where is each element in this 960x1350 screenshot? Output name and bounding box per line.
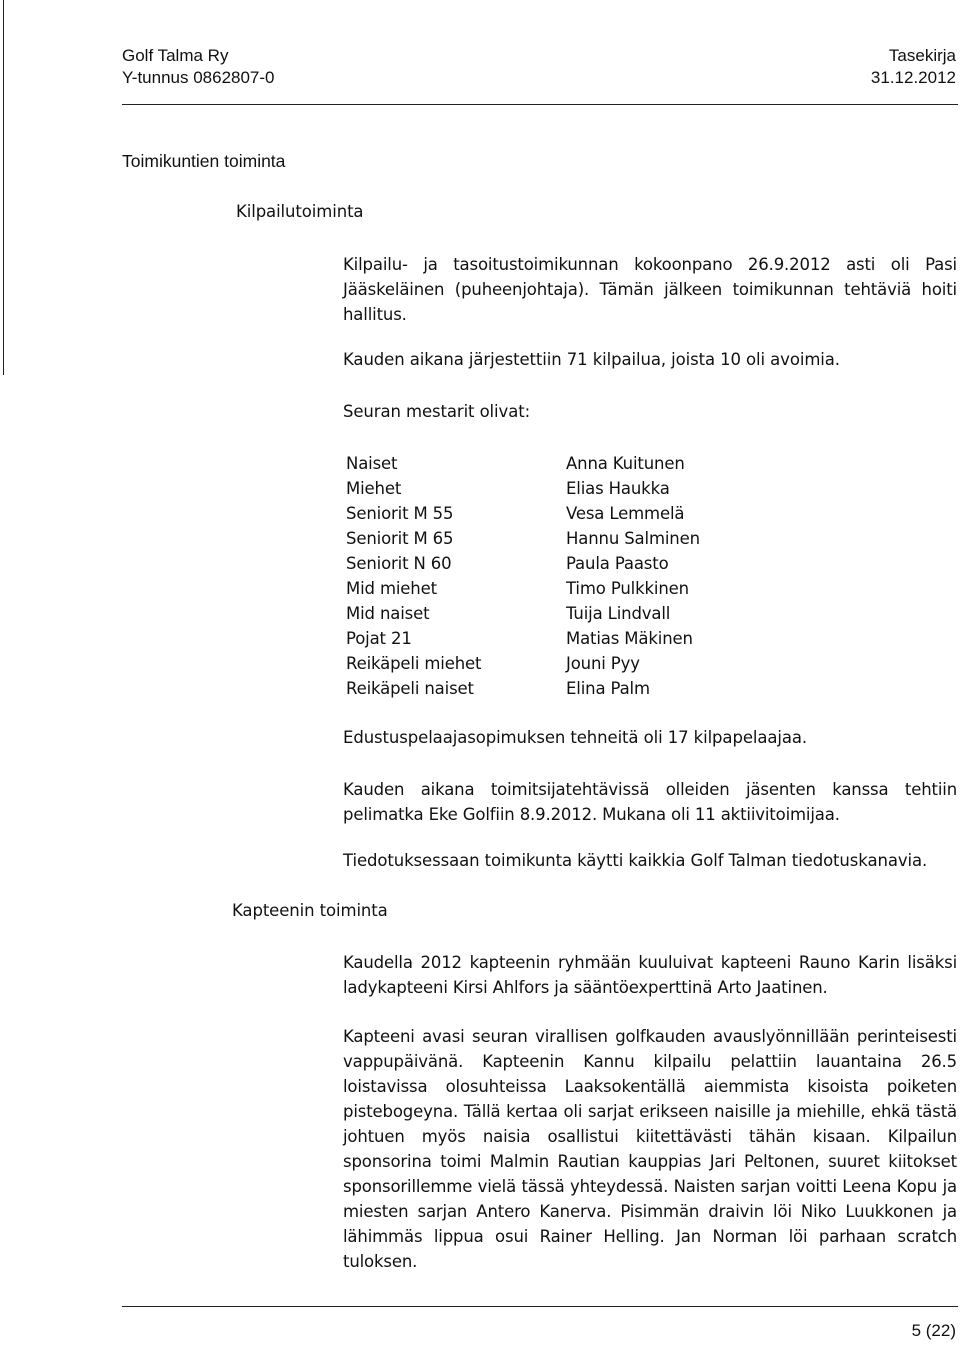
champion-category: Miehet: [346, 479, 402, 498]
champion-row: [346, 451, 766, 476]
communications-paragraph: Tiedotuksessaan toimikunta käytti kaikkia Golf Talman tiedotuskanavia.: [343, 851, 928, 870]
champion-row: [346, 501, 766, 526]
doc-date: 31.12.2012: [870, 68, 956, 87]
champion-name: Jouni Pyy: [566, 654, 640, 673]
champion-row: [346, 626, 766, 651]
trip-paragraph: Kauden aikana toimitsijatehtävissä olleiden jäsenten kanssa tehtiin pelimatka Eke Golfiin 8.9.2012. Mukana oli 11 aktiivitoimijaa.: [343, 780, 957, 824]
header-rule: [122, 104, 958, 105]
footer-rule: [122, 1306, 958, 1307]
champion-category: Reikäpeli miehet: [346, 654, 482, 673]
section-title: Toimikuntien toiminta: [122, 151, 286, 171]
org-name: Golf Talma Ry: [122, 46, 229, 65]
champion-category: Reikäpeli naiset: [346, 679, 474, 698]
captain-season-paragraph: Kapteeni avasi seuran virallisen golfkauden avauslyönnillään perinteisesti vappupäivänä. Kapteenin Kannu kilpailu pelattiin lauantaina 26.5 loistavissa olosuhteissa Laaksokentällä aiemmista kisoista poiketen pistebogeyna. Tällä kertaa oli sarjat erikseen naisille ja miehille, ehkä tästä johtuen myös naisia osallistui kiitettävästi tähän kisaan. Kilpailun sponsorina toimi Malmin Rautian kauppias Jari Peltonen, suuret kiitokset sponsorillemme vielä tässä yhteydessä. Naisten sarjan voitti Leena Kopu ja miesten sarjan Antero Kanerva. Pisimmän draivin löi Niko Luukkonen ja lähimmäs lippua osui Rainer Helling. Jan Norman löi parhaan scratch tuloksen.: [343, 1027, 957, 1271]
champion-category: Mid miehet: [346, 579, 437, 598]
agreements-paragraph: Edustuspelaajasopimuksen tehneitä oli 17 kilpapelaajaa.: [343, 728, 808, 747]
captain-group-paragraph: Kaudella 2012 kapteenin ryhmään kuuluivat kapteeni Rauno Karin lisäksi ladykapteeni Kirsi Ahlfors ja sääntöexperttinä Arto Jaatinen.: [343, 953, 957, 997]
champion-row: [346, 676, 766, 701]
champion-category: Seniorit M 55: [346, 504, 454, 523]
champion-category: Pojat 21: [346, 629, 412, 648]
champion-row: [346, 476, 766, 501]
champion-name: Timo Pulkkinen: [566, 579, 689, 598]
competitions-count-paragraph: Kauden aikana järjestettiin 71 kilpailua, joista 10 oli avoimia.: [343, 350, 840, 369]
champion-row: [346, 651, 766, 676]
champion-row: [346, 576, 766, 601]
business-id: Y-tunnus 0862807-0: [122, 68, 275, 87]
champion-row: [346, 601, 766, 626]
page-number: 5 (22): [911, 1321, 956, 1340]
champion-name: Matias Mäkinen: [566, 629, 693, 648]
champion-name: Vesa Lemmelä: [566, 504, 685, 523]
champion-row: [346, 551, 766, 576]
champion-category: Mid naiset: [346, 604, 430, 623]
doc-type: Tasekirja: [888, 46, 956, 65]
champion-name: Tuija Lindvall: [566, 604, 671, 623]
champion-category: Seniorit M 65: [346, 529, 454, 548]
champion-category: Naiset: [346, 454, 398, 473]
left-margin-rule: [3, 0, 4, 375]
champion-name: Elias Haukka: [566, 479, 670, 498]
competition-composition-paragraph: Kilpailu- ja tasoitustoimikunnan kokoonpano 26.9.2012 asti oli Pasi Jääskeläinen (puheenjohtaja). Tämän jälkeen toimikunnan tehtäviä hoiti hallitus.: [343, 255, 957, 324]
champion-name: Anna Kuitunen: [566, 454, 685, 473]
champion-row: [346, 526, 766, 551]
champion-category: Seniorit N 60: [346, 554, 452, 573]
champions-intro: Seuran mestarit olivat:: [343, 402, 531, 421]
captain-heading: Kapteenin toiminta: [232, 901, 388, 920]
champion-name: Elina Palm: [566, 679, 650, 698]
champion-name: Hannu Salminen: [566, 529, 700, 548]
champion-name: Paula Paasto: [566, 554, 669, 573]
competition-heading: Kilpailutoiminta: [236, 202, 364, 221]
